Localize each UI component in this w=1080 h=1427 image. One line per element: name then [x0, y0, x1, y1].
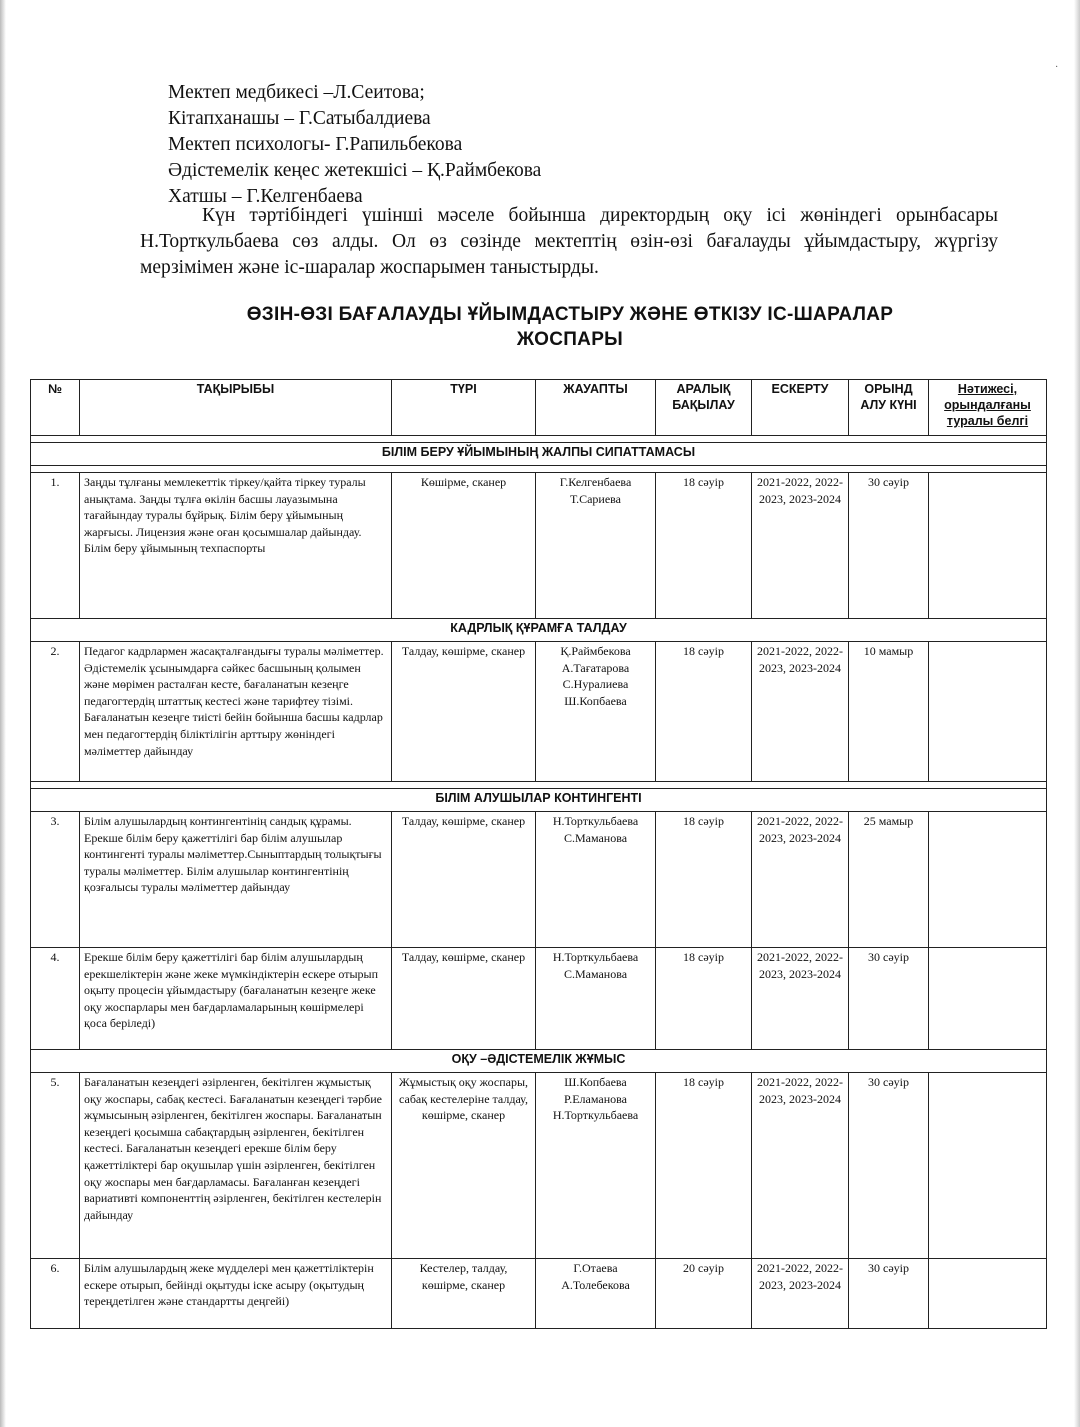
row-note: 2021-2022, 2022-2023, 2023-2024	[752, 473, 849, 619]
row-topic: Педагог кадрлармен жасақталғандығы туралы мәліметтер. Әдістемелік ұсынымдарға сәйкес басшының қолымен және мөрімен расталған кесте, бағаланатын кезеңге педагогтердің штаттық кестесі және тарифтеу тізімі. Бағаланатын кезеңге тиісті бейін бойынша басшы кадрлар мен педагогтердің біліктілігін арттыру жөніндегі мәліметтер дайындау	[80, 642, 392, 782]
header-type: ТҮРІ	[392, 380, 536, 436]
scan-edge-right	[1074, 0, 1080, 1427]
row-num: 2.	[31, 642, 80, 782]
table-row	[31, 1073, 1047, 1259]
row-responsible: Ш.Копбаева Р.Еламанова Н.Торткульбаева	[536, 1073, 656, 1259]
row-result	[929, 1259, 1047, 1329]
row-num: 6.	[31, 1259, 80, 1329]
row-topic: Білім алушылардың жеке мүдделері мен қажеттіліктерін ескере отырып, бейінді оқытуды іске асыру (оқытудың тереңдетілген және стандартты деңгейі)	[80, 1259, 392, 1329]
row-note: 2021-2022, 2022-2023, 2023-2024	[752, 948, 849, 1050]
row-result	[929, 1073, 1047, 1259]
section-title: БІЛІМ АЛУШЫЛАР КОНТИНГЕНТІ	[31, 789, 1047, 812]
row-type: Талдау, көшірме, сканер	[392, 948, 536, 1050]
attendee-line: Мектеп медбикесі –Л.Сеитова;	[168, 82, 425, 103]
row-control: 18 сәуір	[656, 948, 752, 1050]
header-responsible: ЖАУАПТЫ	[536, 380, 656, 436]
row-num: 1.	[31, 473, 80, 619]
header-control: АРАЛЫҚ БАҚЫЛАУ	[656, 380, 752, 436]
row-note: 2021-2022, 2022-2023, 2023-2024	[752, 642, 849, 782]
row-type: Кестелер, талдау, көшірме, сканер	[392, 1259, 536, 1329]
row-result	[929, 948, 1047, 1050]
row-responsible: Н.Торткульбаева С.Маманова	[536, 812, 656, 948]
plan-title	[120, 302, 1020, 352]
row-note: 2021-2022, 2022-2023, 2023-2024	[752, 1259, 849, 1329]
section-row	[31, 1050, 1047, 1073]
plan-title-line1: ӨЗІН-ӨЗІ БАҒАЛАУДЫ ҰЙЫМДАСТЫРУ ЖӘНЕ ӨТКІЗУ ІС-ШАРАЛАР	[246, 304, 894, 325]
row-type: Талдау, көшірме, сканер	[392, 812, 536, 948]
row-date: 10 мамыр	[849, 642, 929, 782]
agenda-paragraph-text: Күн тәртібіндегі үшінші мәселе бойынша директордың оқу ісі жөніндегі орынбасары Н.Торткульбаева сөз алды. Ол өз сөзінде мектептің өзін-өзі бағалауды ұйымдастыру, жүргізу мерзімімен және іс-шаралар жоспарымен таныстырды.	[140, 205, 998, 278]
row-result	[929, 812, 1047, 948]
section-row	[31, 619, 1047, 642]
table-header-row	[31, 380, 1047, 436]
section-title: КАДРЛЫҚ ҚҰРАМҒА ТАЛДАУ	[31, 619, 1047, 642]
header-date: ОРЫНД АЛУ КҮНІ	[849, 380, 929, 436]
plan-table	[30, 379, 1047, 1329]
row-control: 18 сәуір	[656, 642, 752, 782]
scan-mark: ·	[1055, 62, 1059, 73]
row-responsible: Г.Отаева А.Толебекова	[536, 1259, 656, 1329]
row-result	[929, 642, 1047, 782]
row-responsible: Қ.Раймбекова А.Тағатарова С.Нуралиева Ш.Копбаева	[536, 642, 656, 782]
section-row	[31, 443, 1047, 466]
header-result	[929, 380, 1047, 436]
row-note: 2021-2022, 2022-2023, 2023-2024	[752, 1073, 849, 1259]
row-responsible: Г.Келгенбаева Т.Сариева	[536, 473, 656, 619]
row-date: 30 сәуір	[849, 1073, 929, 1259]
section-title: БІЛІМ БЕРУ ҰЙЫМЫНЫҢ ЖАЛПЫ СИПАТТАМАСЫ	[31, 443, 1047, 466]
attendee-line: Мектеп психологы- Г.Рапильбекова	[168, 134, 463, 155]
row-control: 20 сәуір	[656, 1259, 752, 1329]
row-type: Жұмыстық оқу жоспары, сабақ кестелеріне талдау, көшірме, сканер	[392, 1073, 536, 1259]
row-type: Талдау, көшірме, сканер	[392, 642, 536, 782]
row-date: 25 мамыр	[849, 812, 929, 948]
scan-edge-left	[0, 0, 6, 1427]
row-control: 18 сәуір	[656, 473, 752, 619]
row-topic: Бағаланатын кезеңдегі әзірленген, бекітілген жұмыстық оқу жоспары, сабақ кестесі. Бағаланатын кезеңдегі тәрбие жұмысының әзірленген, бекітілген жоспары. Бағаланатын кезеңдегі қосымша сабақтардың әзірленген, бекітілген кестесі. Бағаланатын кезеңдегі ерекше білім беру қажеттіліктері бар оқушылар үшін әзірленген, бекітілген оқу жоспары мен бағдарламасы. Бағаланған кезеңдегі вариативті компоненттің әзірленген, бекітілген кестелерін дайындау	[80, 1073, 392, 1259]
row-num: 5.	[31, 1073, 80, 1259]
section-title: ОҚУ –ӘДІСТЕМЕЛІК ЖҰМЫС	[31, 1050, 1047, 1073]
row-num: 3.	[31, 812, 80, 948]
row-topic: Ерекше білім беру қажеттілігі бар білім алушылардың ерекшеліктерін және жеке мүмкіндіктерін ескере отырып оқыту процесін ұйымдастыру (бағаланатын кезеңге жеке оқу жоспарлары мен бағдарламаларының көшірмелері қоса беріледі)	[80, 948, 392, 1050]
header-topic: ТАҚЫРЫБЫ	[80, 380, 392, 436]
row-responsible: Н.Торткульбаева С.Маманова	[536, 948, 656, 1050]
table-row	[31, 642, 1047, 782]
header-result-text: Нәтижесі, орындалғаны туралы белгі	[944, 382, 1031, 428]
row-topic: Білім алушылардың контингентінің сандық құрамы. Ерекше білім беру қажеттілігі бар білім алушылар контингенті туралы мәліметтер.Сыныптардың толықтығы туралы мәліметтер. Білім алушылар контингентінің қозғалысы туралы мәліметтер дайындау	[80, 812, 392, 948]
table-row	[31, 1259, 1047, 1329]
attendee-line: Хатшы – Г.Келгенбаева	[168, 186, 363, 207]
row-note: 2021-2022, 2022-2023, 2023-2024	[752, 812, 849, 948]
attendee-line: Әдістемелік кеңес жетекшісі – Қ.Раймбекова	[168, 160, 542, 181]
row-date: 30 сәуір	[849, 1259, 929, 1329]
row-num: 4.	[31, 948, 80, 1050]
row-type: Көшірме, сканер	[392, 473, 536, 619]
attendees-list	[168, 80, 998, 210]
agenda-paragraph	[140, 203, 998, 281]
table-row	[31, 948, 1047, 1050]
plan-title-line2: ЖОСПАРЫ	[516, 329, 624, 350]
row-control: 18 сәуір	[656, 1073, 752, 1259]
attendee-line: Кітапханашы – Г.Сатыбалдиева	[168, 108, 431, 129]
table-row	[31, 812, 1047, 948]
row-result	[929, 473, 1047, 619]
header-note: ЕСКЕРТУ	[752, 380, 849, 436]
row-date: 30 сәуір	[849, 948, 929, 1050]
section-row	[31, 789, 1047, 812]
row-topic: Заңды тұлғаны мемлекеттік тіркеу/қайта тіркеу туралы анықтама. Заңды тұлға өкілін басшы лауазымына тағайындау туралы бұйрық. Білім беру ұйымының жарғысы. Лицензия және оған қосымшалар дайындау. Білім беру ұйымының техпаспорты	[80, 473, 392, 619]
table-row	[31, 473, 1047, 619]
row-control: 18 сәуір	[656, 812, 752, 948]
header-num: №	[31, 380, 80, 436]
row-date: 30 сәуір	[849, 473, 929, 619]
